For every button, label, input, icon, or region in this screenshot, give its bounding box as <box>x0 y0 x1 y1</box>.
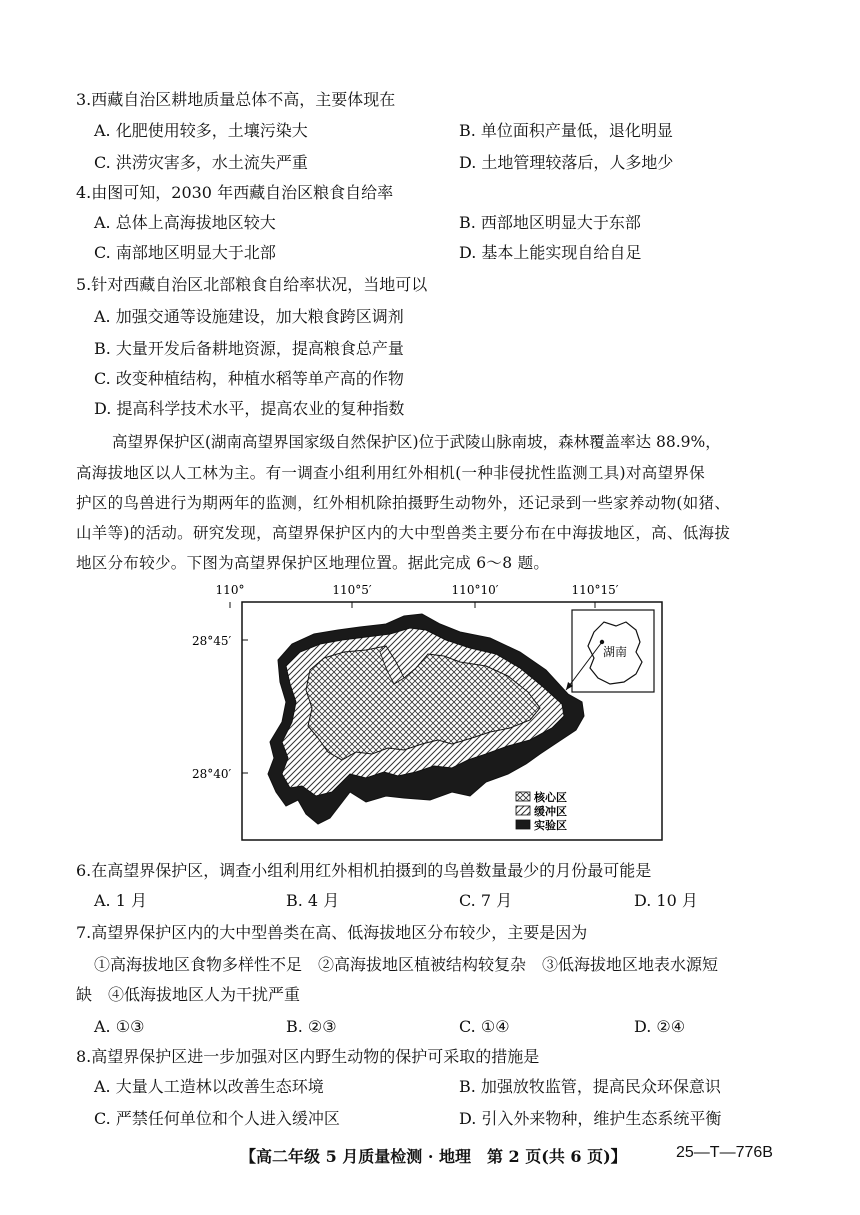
question-7-statements-line-1: ①高海拔地区食物多样性不足 ②高海拔地区植被结构较复杂 ③低海拔地区地表水源短 <box>94 955 719 974</box>
question-6-option-a: A. 1 月 <box>94 891 147 910</box>
question-7-option-b: B. ②③ <box>286 1017 337 1036</box>
inset-label-hunan: 湖南 <box>602 645 628 659</box>
question-7-option-d: D. ②④ <box>634 1017 686 1036</box>
legend-swatch-experimental <box>516 820 530 829</box>
question-5-option-d: D. 提高科学技术水平，提高农业的复种指数 <box>94 399 405 418</box>
question-4-stem: 4.由图可知，2030 年西藏自治区粮食自给率 <box>76 183 394 202</box>
lon-label-110: 110° <box>215 583 245 597</box>
legend-label-buffer: 缓冲区 <box>534 805 567 818</box>
passage-line-3: 护区的鸟兽进行为期两年的监测，红外相机除拍摄野生动物外，还记录到一些家养动物(如猪、 <box>76 494 731 512</box>
legend-label-experimental: 实验区 <box>534 819 567 832</box>
question-7-option-c: C. ①④ <box>459 1017 510 1036</box>
question-4-option-c: C. 南部地区明显大于北部 <box>94 243 276 262</box>
question-6-option-b: B. 4 月 <box>286 891 340 910</box>
question-4-option-a: A. 总体上高海拔地区较大 <box>94 213 276 232</box>
map-legend <box>516 790 567 832</box>
legend-swatch-core <box>516 792 530 801</box>
question-3-stem: 3.西藏自治区耕地质量总体不高，主要体现在 <box>76 90 396 109</box>
question-5-option-c: C. 改变种植结构，种植水稻等单产高的作物 <box>94 369 404 388</box>
lon-label-110-10: 110°10′ <box>451 583 499 597</box>
question-4-option-b: B. 西部地区明显大于东部 <box>459 213 641 232</box>
question-5-option-a: A. 加强交通等设施建设，加大粮食跨区调剂 <box>94 307 404 326</box>
question-3-option-b: B. 单位面积产量低，退化明显 <box>459 121 673 140</box>
paper-code: 25—T—776B <box>676 1144 773 1161</box>
passage-line-2: 高海拔地区以人工林为主。有一调查小组利用红外相机(一种非侵扰性监测工具)对高望界保 <box>76 464 705 482</box>
question-8-option-d: D. 引入外来物种，维护生态系统平衡 <box>459 1109 722 1128</box>
question-8-option-a: A. 大量人工造林以改善生态环境 <box>94 1077 324 1096</box>
legend-label-core: 核心区 <box>534 791 567 804</box>
lat-label-28-40: 28°40′ <box>192 767 232 781</box>
lon-label-110-15: 110°15′ <box>571 583 619 597</box>
question-3-option-d: D. 土地管理较落后，人多地少 <box>459 153 674 172</box>
question-5-stem: 5.针对西藏自治区北部粮食自给率状况，当地可以 <box>76 275 428 294</box>
question-7-stem: 7.高望界保护区内的大中型兽类在高、低海拔地区分布较少，主要是因为 <box>76 923 588 942</box>
question-6-option-c: C. 7 月 <box>459 891 513 910</box>
question-6-stem: 6.在高望界保护区，调查小组利用红外相机拍摄到的鸟兽数量最少的月份最可能是 <box>76 861 652 880</box>
question-8-stem: 8.高望界保护区进一步加强对区内野生动物的保护可采取的措施是 <box>76 1047 540 1066</box>
question-7-option-a: A. ①③ <box>94 1017 145 1036</box>
passage-line-4: 山羊等)的活动。研究发现，高望界保护区内的大中型兽类主要分布在中海拔地区，高、低海拔 <box>76 524 731 542</box>
question-8-option-b: B. 加强放牧监管，提高民众环保意识 <box>459 1077 721 1096</box>
question-4-option-d: D. 基本上能实现自给自足 <box>459 243 642 262</box>
page-footer: 【高二年级 5 月质量检测 · 地理 第 2 页(共 6 页)】 <box>240 1147 627 1166</box>
question-3-option-a: A. 化肥使用较多，土壤污染大 <box>94 121 308 140</box>
legend-swatch-buffer <box>516 806 530 815</box>
question-3-option-c: C. 洪涝灾害多，水土流失严重 <box>94 153 308 172</box>
lat-label-28-45: 28°45′ <box>192 634 232 648</box>
reserve-location-map <box>190 582 670 844</box>
passage-line-5: 地区分布较少。下图为高望界保护区地理位置。据此完成 6～8 题。 <box>76 554 550 572</box>
lon-label-110-5: 110°5′ <box>332 583 372 597</box>
question-8-option-c: C. 严禁任何单位和个人进入缓冲区 <box>94 1109 340 1128</box>
passage-line-1: 高望界保护区(湖南高望界国家级自然保护区)位于武陵山脉南坡，森林覆盖率达 88.9%， <box>112 433 721 451</box>
question-5-option-b: B. 大量开发后备耕地资源，提高粮食总产量 <box>94 339 404 358</box>
question-7-statements-line-2: 缺 ④低海拔地区人为干扰严重 <box>76 985 301 1004</box>
question-6-option-d: D. 10 月 <box>634 891 698 910</box>
